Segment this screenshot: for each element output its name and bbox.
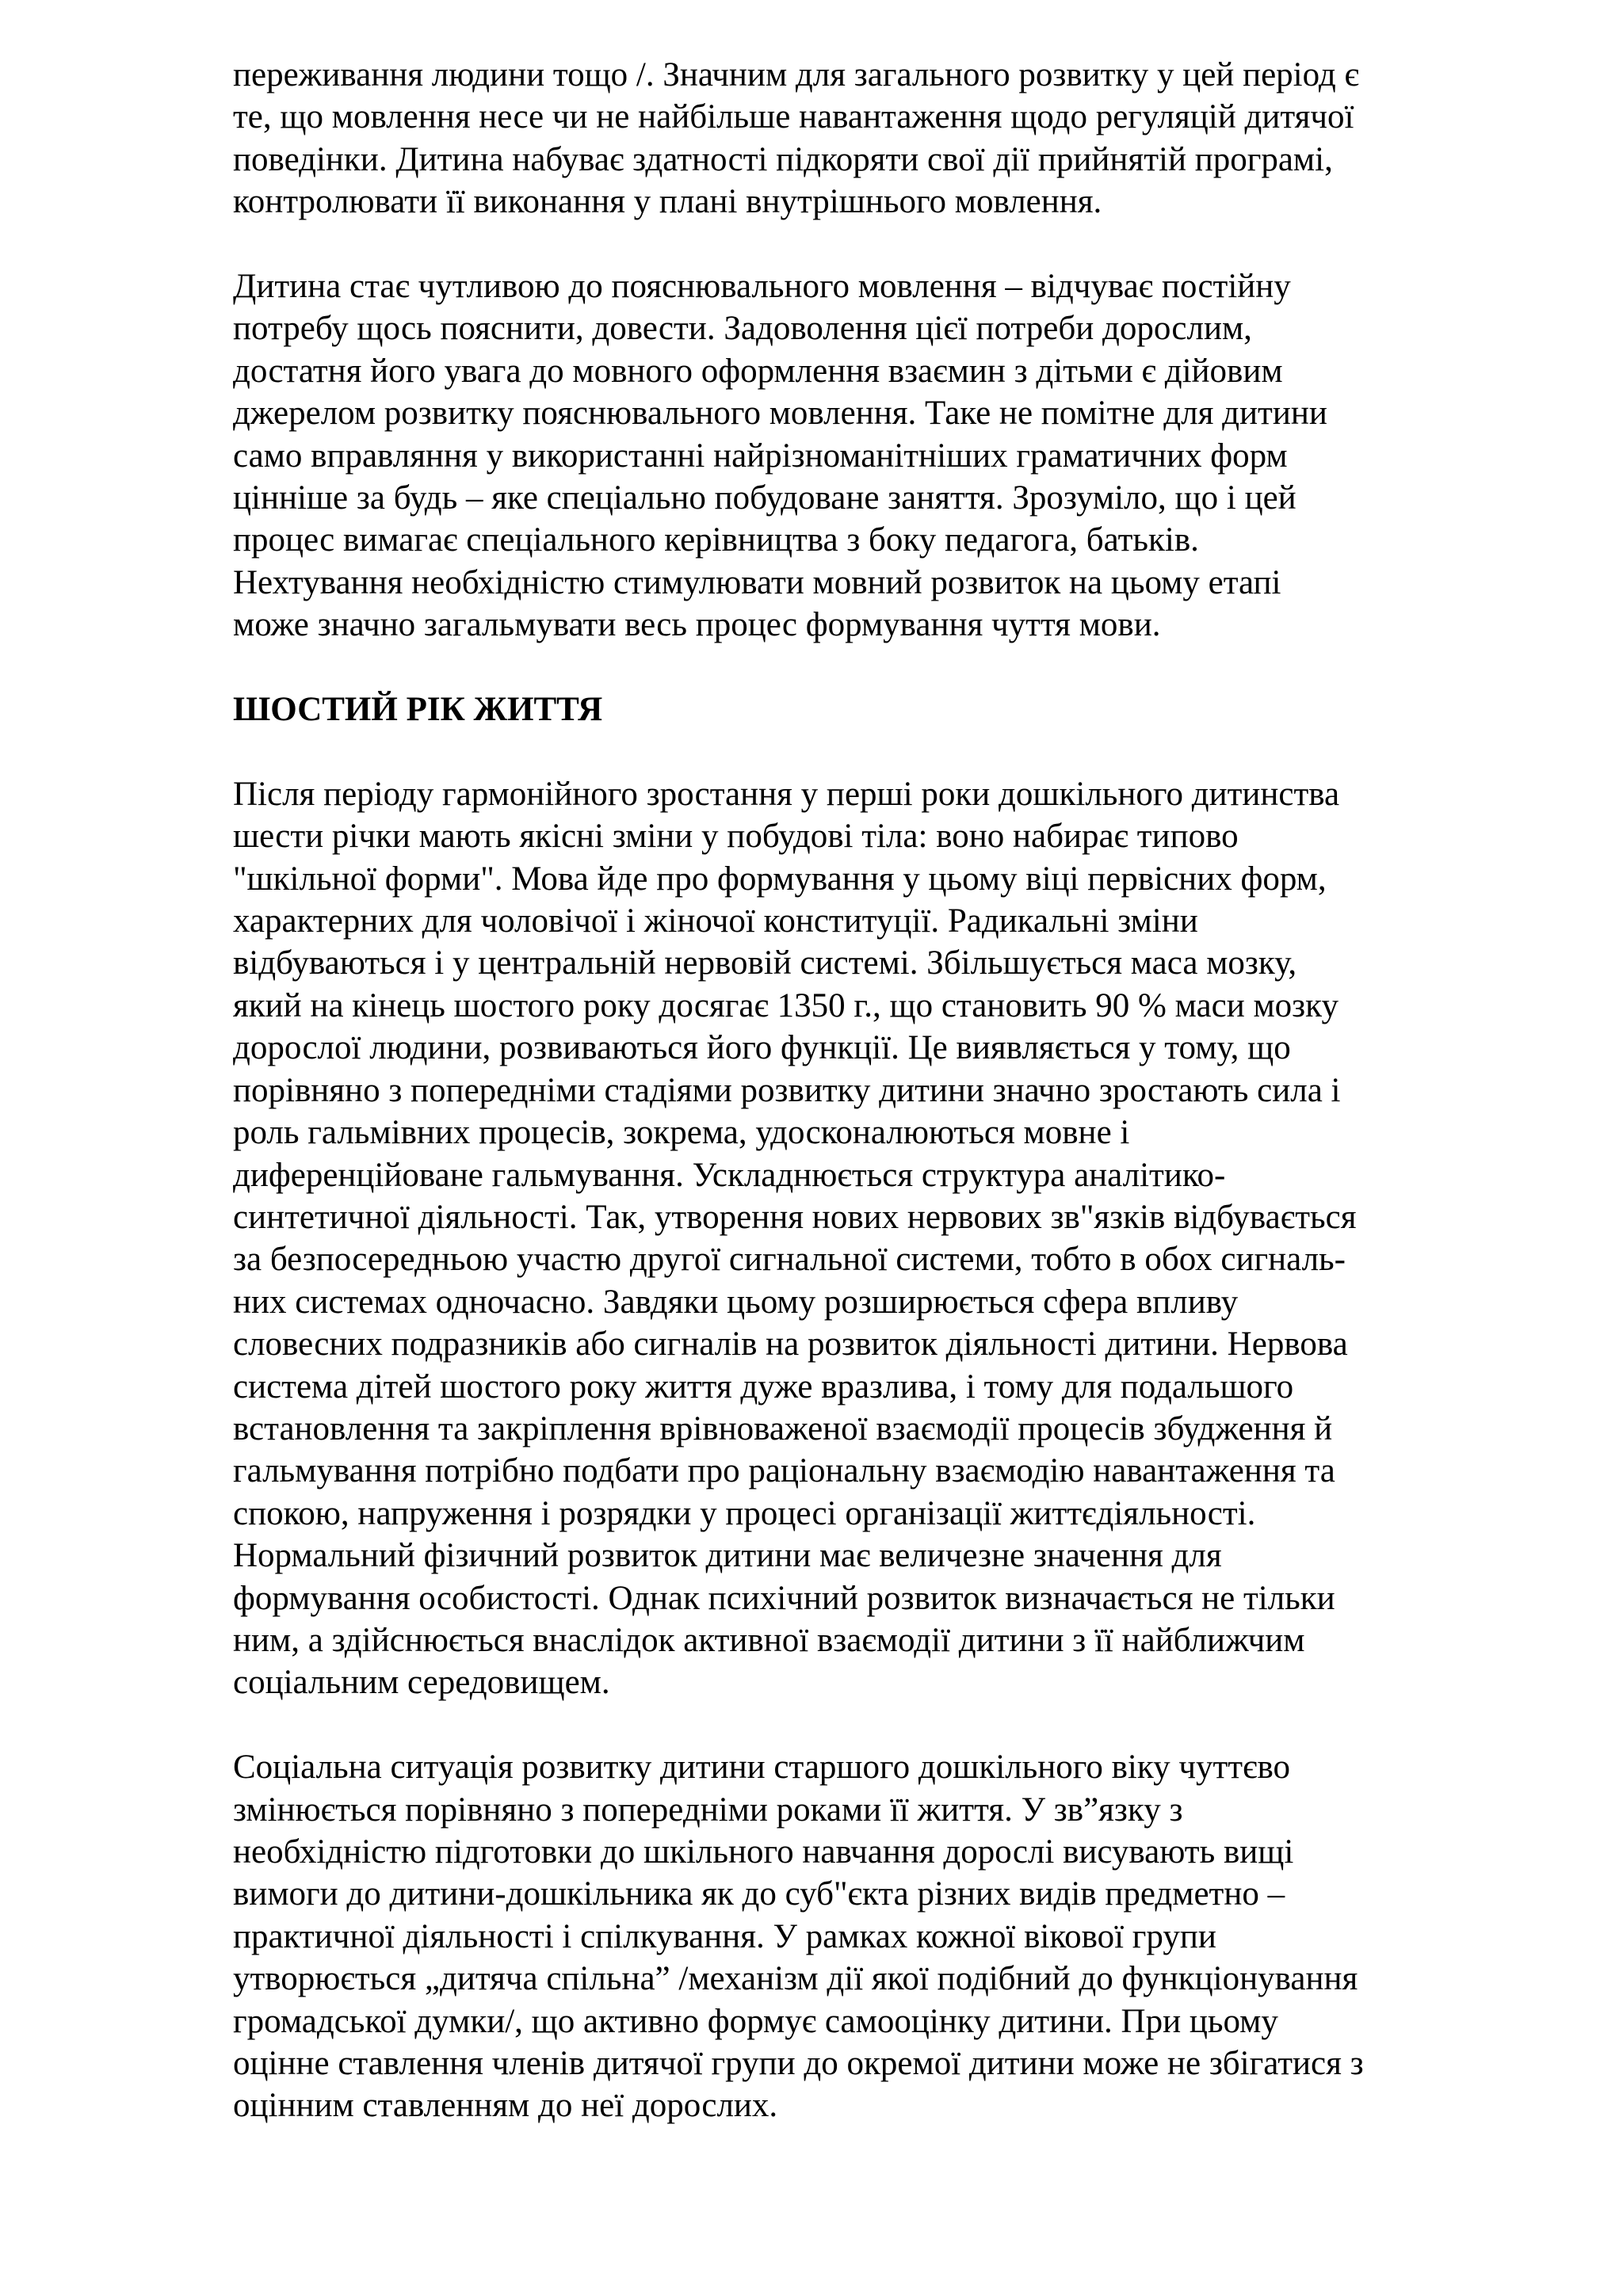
- text-line: за безпосередньою участю другої сигнальної системи, тобто в обох сигналь-: [233, 1241, 1346, 1279]
- text-line: встановлення та закріплення врівноваженої взаємодії процесів збудження й: [233, 1409, 1333, 1447]
- text-line: змінюється порівняно з попередніми роками її життя. У зв”язку з: [233, 1791, 1183, 1829]
- text-line: Нормальний фізичний розвиток дитини має величезне значення для: [233, 1537, 1222, 1575]
- text-line: ним, а здійснюється внаслідок активної взаємодії дитини з її найближчим: [233, 1621, 1305, 1659]
- text-line: Соціальна ситуація розвитку дитини старшого дошкільного віку чуттєво: [233, 1749, 1291, 1787]
- paragraph-spacer: [233, 730, 1533, 772]
- text-line: контролювати її виконання у плані внутрішнього мовлення.: [233, 183, 1102, 221]
- paragraph-spacer: [233, 223, 1533, 265]
- text-line: який на кінець шостого року досягає 1350 г., що становить 90 % маси мозку: [233, 986, 1338, 1024]
- text-line: утворюється „дитяча спільна” /механізм дії якої подібний до функціонування: [233, 1960, 1358, 1998]
- text-line: потребу щось пояснити, довести. Задоволення цієї потреби дорослим,: [233, 310, 1252, 348]
- text-line: дорослої людини, розвиваються його функції. Це виявляється у тому, що: [233, 1029, 1291, 1067]
- text-line: словесних подразників або сигналів на розвиток діяльності дитини. Нервова: [233, 1325, 1348, 1363]
- text-line: диференційоване гальмування. Ускладнюється структура аналітико-: [233, 1156, 1226, 1194]
- text-line: "шкільної форми". Мова йде про формування у цьому віці первісних форм,: [233, 860, 1327, 898]
- text-line: роль гальмівних процесів, зокрема, удосконалюються мовне і: [233, 1114, 1130, 1152]
- text-line: них системах одночасно. Завдяки цьому розширюється сфера впливу: [233, 1283, 1239, 1321]
- text-line: відбуваються і у центральній нервовій системі. Збільшується маса мозку,: [233, 944, 1297, 982]
- text-line: поведінки. Дитина набуває здатності підкоряти свої дії прийнятій програмі,: [233, 140, 1333, 178]
- text-line: Нехтування необхідністю стимулювати мовний розвиток на цьому етапі: [233, 563, 1281, 601]
- text-line: необхідністю підготовки до шкільного навчання дорослі висувають вищі: [233, 1833, 1294, 1871]
- text-line: те, що мовлення несе чи не найбільше навантаження щодо регуляцій дитячої: [233, 98, 1354, 136]
- text-line: достатня його увага до мовного оформлення взаємин з дітьми є дійовим: [233, 352, 1283, 390]
- text-line: характерних для чоловічої і жіночої конституції. Радикальні зміни: [233, 902, 1198, 940]
- text-line: само вправляння у використанні найрізноманітніших граматичних форм: [233, 437, 1288, 475]
- text-line: синтетичної діяльності. Так, утворення нових нервових зв"язків відбувається: [233, 1198, 1357, 1236]
- text-line: процес вимагає спеціального керівництва з боку педагога, батьків.: [233, 521, 1199, 559]
- paragraph-explanatory-speech: [233, 265, 1533, 646]
- text-line: спокою, напруження і розрядки у процесі організації життєдіяльності.: [233, 1494, 1256, 1532]
- section-heading: ШОСТИЙ РІК ЖИТТЯ: [233, 691, 603, 729]
- text-line: вимоги до дитини-дошкільника як до суб"єкта різних видів предметно –: [233, 1875, 1285, 1913]
- text-line: джерелом розвитку пояснювального мовлення. Таке не помітне для дитини: [233, 395, 1327, 433]
- text-line: порівняно з попередніми стадіями розвитку дитини значно зростають сила і: [233, 1071, 1341, 1109]
- text-line: громадської думки/, що активно формує самооцінку дитини. При цьому: [233, 2002, 1278, 2040]
- text-line: гальмування потрібно подбати про раціональну взаємодію навантаження та: [233, 1452, 1335, 1490]
- paragraph-social-situation: [233, 1746, 1533, 2127]
- document-body: [233, 54, 1533, 2127]
- text-line: Дитина стає чутливою до пояснювального мовлення – відчуває постійну: [233, 268, 1291, 306]
- text-line: оцінне ставлення членів дитячої групи до окремої дитини може не збігатися з: [233, 2045, 1364, 2083]
- text-line: формування особистості. Однак психічний розвиток визначається не тільки: [233, 1579, 1335, 1617]
- paragraph-sixth-year-development: [233, 773, 1533, 1704]
- text-line: переживання людини тощо /. Значним для загального розвитку у цей період є: [233, 56, 1359, 93]
- paragraph-spacer: [233, 1704, 1533, 1746]
- text-line: практичної діяльності і спілкування. У рамках кожної вікової групи: [233, 1917, 1216, 1955]
- paragraph-spacer: [233, 646, 1533, 688]
- text-line: соціальним середовищем.: [233, 1664, 610, 1702]
- paragraph-speech-regulation: [233, 54, 1533, 223]
- text-line: оцінним ставленням до неї дорослих.: [233, 2087, 778, 2125]
- text-line: шести річки мають якісні зміни у побудові тіла: воно набирає типово: [233, 818, 1239, 856]
- text-line: цінніше за будь – яке спеціально побудоване заняття. Зрозуміло, що і цей: [233, 479, 1296, 517]
- text-line: може значно загальмувати весь процес формування чуття мови.: [233, 606, 1161, 644]
- text-line: Після періоду гармонійного зростання у перші роки дошкільного дитинства: [233, 775, 1340, 813]
- text-line: система дітей шостого року життя дуже вразлива, і тому для подальшого: [233, 1367, 1294, 1405]
